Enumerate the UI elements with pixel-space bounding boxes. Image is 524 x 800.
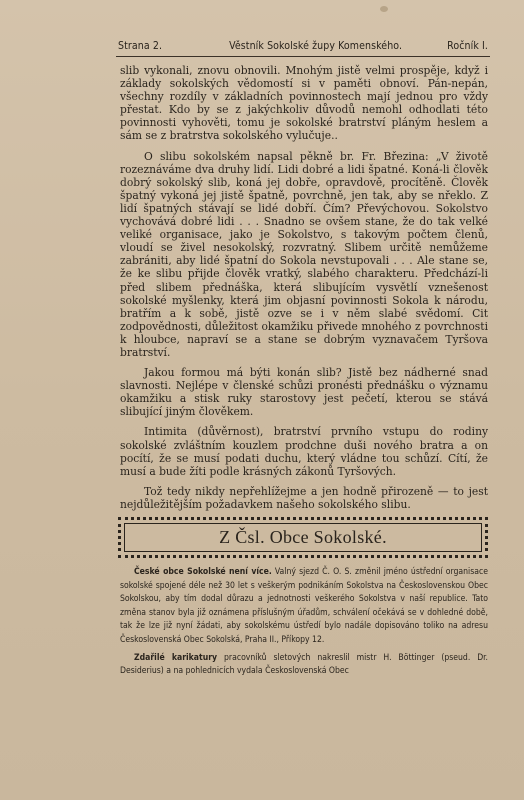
news-text: pracovníků sletových nakreslil mistr H. Böttinger (pseud. Dr. Desiderius) a na pohlednicích vydala Československá Obec — [120, 652, 488, 677]
publication-title: Věstník Sokolské župy Komenského. — [229, 40, 403, 52]
news-lead: Zdařilé karikatury — [134, 652, 218, 663]
paragraph: Jakou formou má býti konán slib? Jistě bez nádherné snad slavnosti. Nejlépe v členské schůzi pronésti přednášku o významu okamžiku a stisk ruky starostovy jest pečetí, kterou se stává slibující jiným člověkem. — [120, 366, 488, 419]
header-rule — [116, 56, 490, 57]
paragraph: Intimita (důvěrnost), bratrství prvního vstupu do rodiny sokolské zvláštním kouzlem prodchne duši nového bratra a on pocítí, že se musí podati duchu, který vládne tou schůzí. Cítí, že musí a bude žíti podle krásných zákonů Tyršových. — [120, 425, 488, 478]
news-text: Valný sjezd Č. O. S. změnil jméno ústřední organisace sokolské spojené déle než 30 let s veškerým podnikáním Sokolstva na Československou Obec Sokolskou, aby tím dodal důrazu a jednotnosti veškerého Sokolstva v naší republice. Tato změna stanov byla již oznámena příslušným úřadům, schválení očekává se v dohledné době, tak že lze již nyní žádati, aby sokolskému ústředí bylo nadále dopisováno toliko na adresu Československá Obec Sokolská, Praha II., Příkopy 12. — [120, 567, 488, 645]
punch-hole — [380, 6, 388, 12]
news-lead: České obce Sokolské není více. — [134, 567, 272, 577]
news-section — [120, 566, 488, 683]
section-banner — [118, 517, 488, 558]
volume-number: Ročník I. — [447, 40, 488, 52]
article-body — [120, 64, 488, 518]
paragraph: slib vykonali, znovu obnovili. Mnohým jistě velmi prospěje, když i základy sokolských vědomostí si v paměti obnoví. Pán-nepán, všechny rozdíly v základních povinnostech mají jednou pro vždy přestat. Kdo by se z jakýchkoliv důvodů nemohl odhodlati této povinnosti vyhověti, tomu je sokolské bratrství pláným heslem a sám se z bratrstva sokolského vylučuje.. — [120, 64, 488, 143]
paragraph: Tož tedy nikdy nepřehlížejme a jen hodně přirozeně — to jest nejdůležitějším požadavkem našeho sokolského slibu. — [120, 484, 488, 511]
section-title: Z Čsl. Obce Sokolské. — [219, 527, 387, 547]
page-number: Strana 2. — [118, 40, 163, 52]
paragraph: O slibu sokolském napsal pěkně br. Fr. Březina: „V životě rozeznáváme dva druhy lidí. Lidi dobré a lidi špatné. Koná-li člověk dobrý sokolský slib, koná jej dobře, opravdově, procítěně. Člověk špatný vykoná jej jistě špatně, povrchně, jen tak, aby se nřeklo. Z lidí špatných stávají se lidé dobří. Čím? Převýchovou. Sokolstvo vychovává dobré lidi . . . Snadno se ovšem stane, že do tak velké veliké organisace, jako je Sokolstvo, s takovým počtem členů, vloudí se živel nesokolský, rozvratný. Slibem určitě nemůžeme zabrániti, aby lidé špatní do Sokola nevstupovali . . . Ale stane se, že ke slibu přijde člověk vratký, slabého charakteru. Předchází-li před slibem přednáška, která slibujícím vysvětlí vznešenost sokolské myšlenky, která jim objasní povinnosti Sokola k národu, bratřím a k sobě, jistě ozve se i v něm slabé svědomí. Cit zodpovědnosti, důležitost okamžiku přivede mnohého z povrchnosti k hloubce, napraví se a stane se dobrým vyznavačem Tyršova bratrství. — [120, 149, 488, 359]
news-item — [120, 566, 488, 648]
running-header — [118, 40, 488, 52]
news-item — [120, 652, 488, 679]
